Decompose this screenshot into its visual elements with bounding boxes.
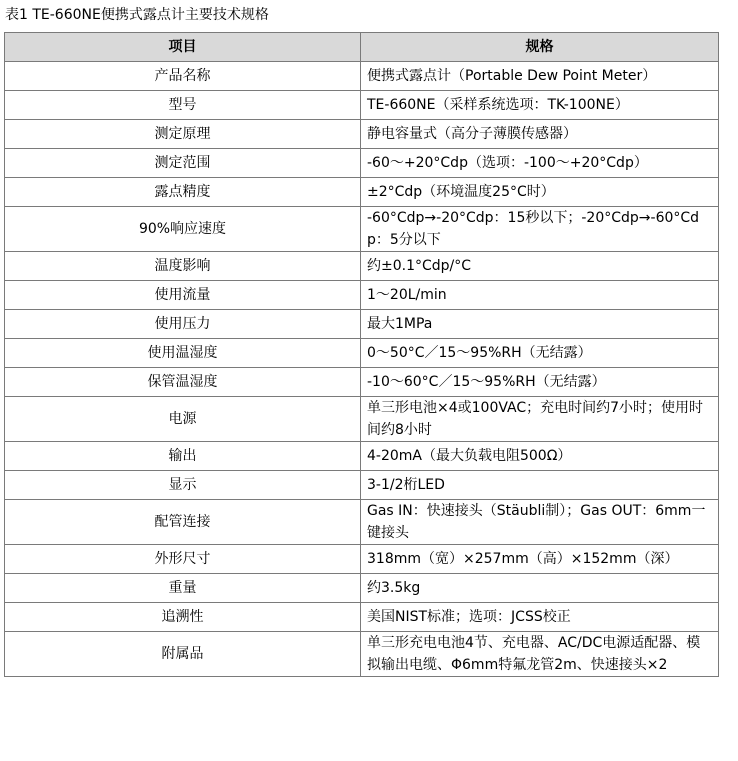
row-item: 电源 <box>5 397 361 442</box>
row-spec: 约3.5kg <box>361 574 719 603</box>
row-spec: 318mm（宽）×257mm（高）×152mm（深） <box>361 545 719 574</box>
header-item: 项目 <box>5 33 361 62</box>
row-item: 使用压力 <box>5 310 361 339</box>
table-row <box>5 281 719 310</box>
table-row <box>5 62 719 91</box>
row-item: 温度影响 <box>5 252 361 281</box>
table-row <box>5 545 719 574</box>
table-row <box>5 603 719 632</box>
table-caption: 表1 TE-660NE便携式露点计主要技术规格 <box>5 7 269 23</box>
row-item: 追溯性 <box>5 603 361 632</box>
row-item: 露点精度 <box>5 178 361 207</box>
row-spec: 最大1MPa <box>361 310 719 339</box>
row-spec: 静电容量式（高分子薄膜传感器） <box>361 120 719 149</box>
row-spec: 单三形充电电池4节、充电器、AC/DC电源适配器、模拟输出电缆、Φ6mm特氟龙管2m、快速接头×2 <box>361 632 719 677</box>
row-spec: -60°Cdp→-20°Cdp：15秒以下；-20°Cdp→-60°Cdp：5分以下 <box>361 207 719 252</box>
table-row <box>5 397 719 442</box>
row-spec: 3-1/2桁LED <box>361 471 719 500</box>
row-item: 使用温湿度 <box>5 339 361 368</box>
row-item: 输出 <box>5 442 361 471</box>
table-header-row <box>5 33 719 62</box>
row-item: 测定原理 <box>5 120 361 149</box>
table-row <box>5 632 719 677</box>
table-row <box>5 178 719 207</box>
table-row <box>5 442 719 471</box>
row-item: 配管连接 <box>5 500 361 545</box>
row-item: 使用流量 <box>5 281 361 310</box>
row-spec: 约±0.1°Cdp/°C <box>361 252 719 281</box>
spec-table <box>4 32 719 677</box>
table-row <box>5 310 719 339</box>
table-row <box>5 252 719 281</box>
table-row <box>5 471 719 500</box>
row-spec: -60～+20°Cdp（选项：-100～+20°Cdp） <box>361 149 719 178</box>
row-item: 型号 <box>5 91 361 120</box>
row-spec: 1～20L/min <box>361 281 719 310</box>
row-item: 附属品 <box>5 632 361 677</box>
row-spec: 美国NIST标准；选项：JCSS校正 <box>361 603 719 632</box>
row-item: 显示 <box>5 471 361 500</box>
row-spec: 4-20mA（最大负载电阻500Ω） <box>361 442 719 471</box>
row-item: 测定范围 <box>5 149 361 178</box>
row-spec: TE-660NE（采样系统选项：TK-100NE） <box>361 91 719 120</box>
table-row <box>5 339 719 368</box>
row-item: 保管温湿度 <box>5 368 361 397</box>
row-item: 90%响应速度 <box>5 207 361 252</box>
row-spec: -10～60°C／15～95%RH（无结露） <box>361 368 719 397</box>
row-item: 重量 <box>5 574 361 603</box>
row-item: 外形尺寸 <box>5 545 361 574</box>
row-item: 产品名称 <box>5 62 361 91</box>
table-row <box>5 368 719 397</box>
table-row <box>5 91 719 120</box>
table-row <box>5 207 719 252</box>
table-row <box>5 500 719 545</box>
table-row <box>5 120 719 149</box>
row-spec: ±2°Cdp（环境温度25°C时） <box>361 178 719 207</box>
table-row <box>5 574 719 603</box>
row-spec: 单三形电池×4或100VAC；充电时间约7小时；使用时间约8小时 <box>361 397 719 442</box>
row-spec: Gas IN：快速接头（Stäubli制）；Gas OUT：6mm一键接头 <box>361 500 719 545</box>
header-spec: 规格 <box>361 33 719 62</box>
table-row <box>5 149 719 178</box>
row-spec: 便携式露点计（Portable Dew Point Meter） <box>361 62 719 91</box>
row-spec: 0～50°C／15～95%RH（无结露） <box>361 339 719 368</box>
